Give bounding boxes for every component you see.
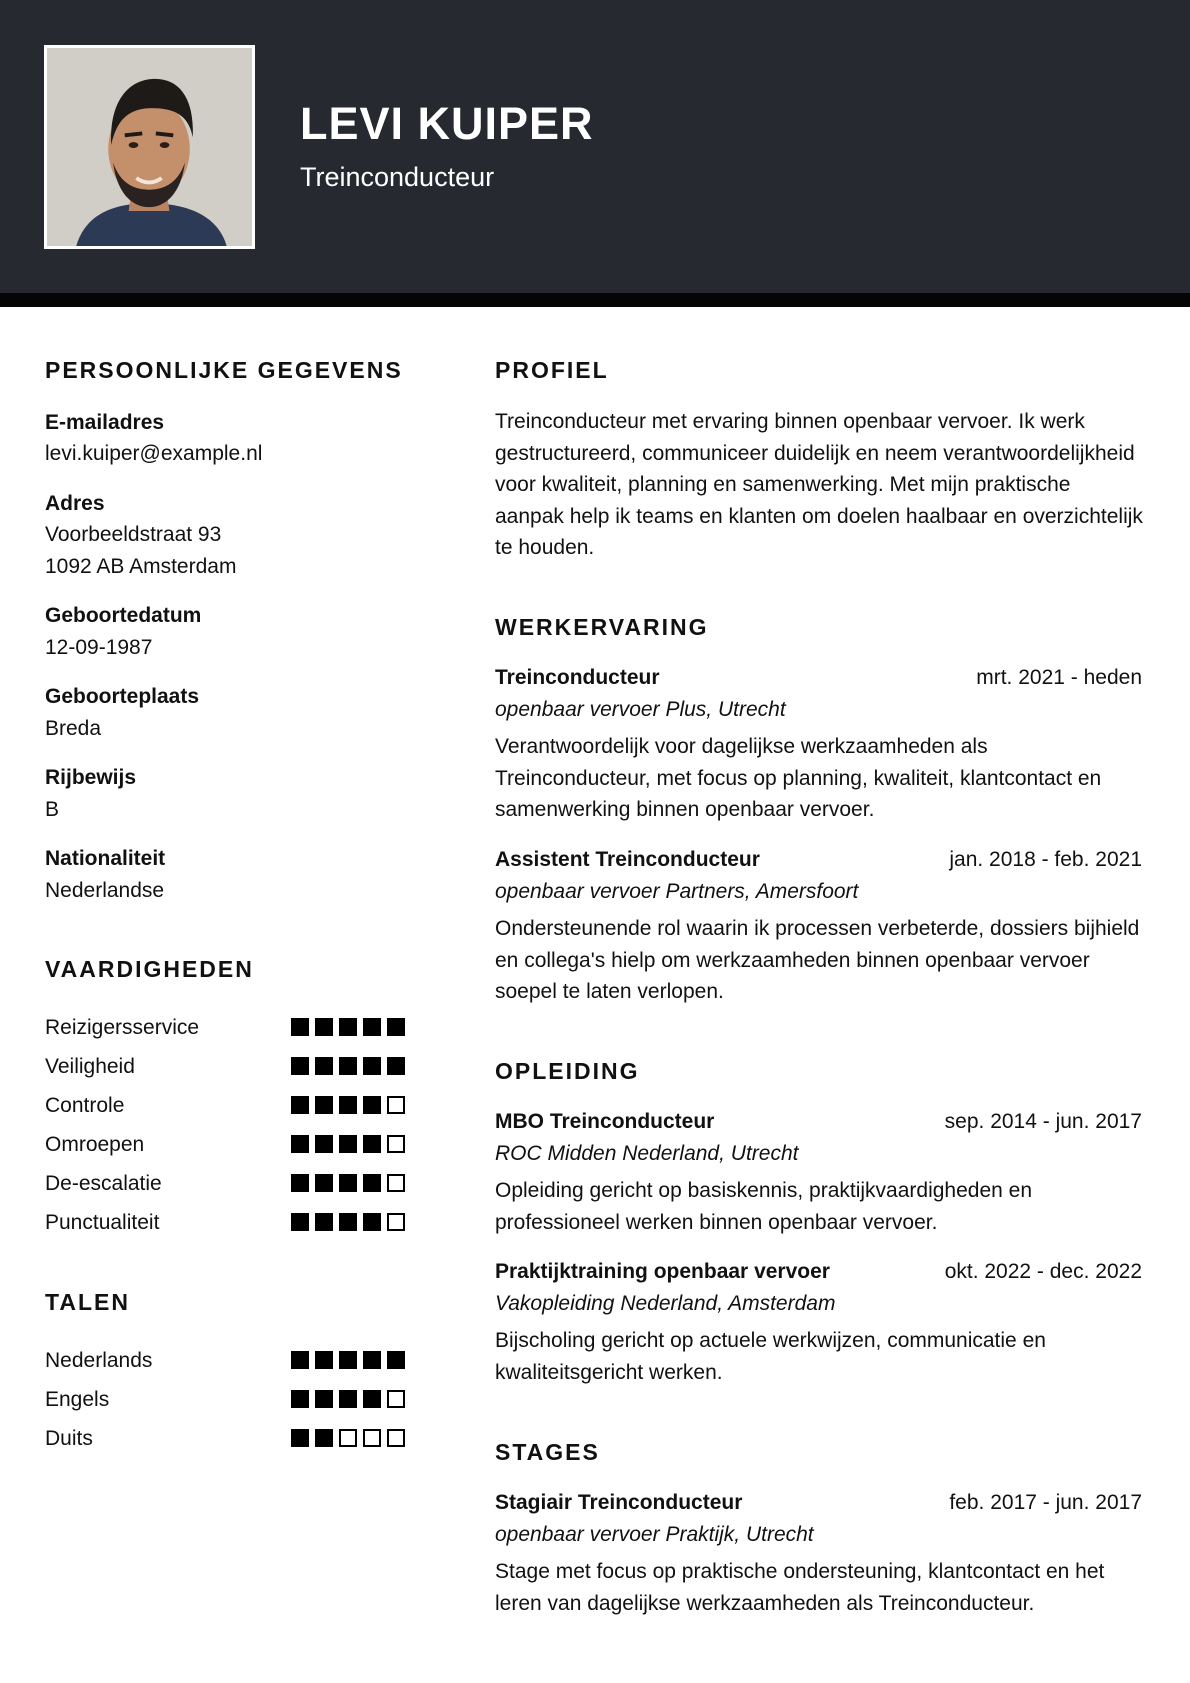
email-label: E-mailadres — [45, 411, 165, 434]
skill-rating — [291, 1096, 405, 1114]
license-value: B — [45, 798, 60, 821]
rating-square-filled — [291, 1018, 309, 1036]
language-name: Duits — [45, 1427, 93, 1450]
rating-square-filled — [339, 1174, 357, 1192]
language-rating — [291, 1429, 405, 1447]
rating-square-filled — [291, 1096, 309, 1114]
education-date: okt. 2022 - dec. 2022 — [944, 1260, 1142, 1283]
candidate-name: LEVI KUIPER — [300, 98, 594, 149]
rating-square-filled — [291, 1213, 309, 1231]
rating-square-filled — [315, 1390, 333, 1408]
rating-square-filled — [363, 1057, 381, 1075]
experience-org: openbaar vervoer Plus, Utrecht — [495, 698, 786, 721]
rating-square-empty — [387, 1429, 405, 1447]
languages-heading: TALEN — [45, 1289, 130, 1315]
profile-photo — [44, 45, 255, 249]
skill-name: Omroepen — [45, 1133, 145, 1156]
rating-square-filled — [291, 1057, 309, 1075]
language-rating — [291, 1351, 405, 1369]
rating-square-filled — [315, 1096, 333, 1114]
skill-name: Reizigersservice — [45, 1016, 200, 1039]
rating-square-empty — [387, 1096, 405, 1114]
internship-date: feb. 2017 - jun. 2017 — [949, 1491, 1142, 1514]
rating-square-filled — [291, 1390, 309, 1408]
skill-name: Veiligheid — [45, 1055, 135, 1078]
address-line1: Voorbeeldstraat 93 — [45, 523, 222, 546]
education-org: Vakopleiding Nederland, Amsterdam — [495, 1292, 836, 1315]
personal-details-heading: PERSOONLIJKE GEGEVENS — [45, 357, 403, 383]
language-rating — [291, 1390, 405, 1408]
rating-square-filled — [315, 1213, 333, 1231]
candidate-job-title: Treinconducteur — [300, 162, 495, 192]
education-org: ROC Midden Nederland, Utrecht — [495, 1142, 799, 1165]
profile-text: Treinconducteur met ervaring binnen openbaar vervoer. Ik werk gestructureerd, communiceer duidelijk en neem verantwoordelijkheid voor kwaliteit, planning en samenwerking. Met mijn praktische aanpak help ik teams en klanten om doelen haalbaar en overzichtelijk te houden. — [495, 410, 1143, 559]
skill-rating — [291, 1174, 405, 1192]
address-line2: 1092 AB Amsterdam — [45, 555, 237, 578]
rating-square-empty — [363, 1429, 381, 1447]
birthplace-label: Geboorteplaats — [45, 685, 200, 708]
education-description: Bijscholing gericht op actuele werkwijzen, communicatie en kwaliteitsgericht werken. — [495, 1329, 1046, 1384]
rating-square-filled — [363, 1135, 381, 1153]
language-name: Engels — [45, 1388, 110, 1411]
birthdate-value: 12-09-1987 — [45, 636, 153, 659]
experience-date: jan. 2018 - feb. 2021 — [949, 848, 1142, 871]
rating-square-filled — [339, 1057, 357, 1075]
education-title: MBO Treinconducteur — [495, 1110, 715, 1133]
experience-description: Ondersteunende rol waarin ik processen verbeterde, dossiers bijhield en collega's hielp om werkzaamheden binnen openbaar vervoer soepel te laten verlopen. — [495, 917, 1140, 1003]
rating-square-filled — [291, 1429, 309, 1447]
education-date: sep. 2014 - jun. 2017 — [944, 1110, 1142, 1133]
experience-title: Assistent Treinconducteur — [495, 848, 760, 871]
rating-square-empty — [387, 1213, 405, 1231]
internship-title: Stagiair Treinconducteur — [495, 1491, 743, 1514]
address-label: Adres — [45, 492, 105, 515]
skill-rating — [291, 1213, 405, 1231]
experience-title: Treinconducteur — [495, 666, 660, 689]
education-heading: OPLEIDING — [495, 1058, 640, 1084]
rating-square-filled — [315, 1351, 333, 1369]
rating-square-empty — [387, 1135, 405, 1153]
profile-heading: PROFIEL — [495, 357, 609, 383]
experience-date: mrt. 2021 - heden — [976, 666, 1142, 689]
internship-org: openbaar vervoer Praktijk, Utrecht — [495, 1523, 814, 1546]
skill-rating — [291, 1135, 405, 1153]
rating-square-filled — [363, 1351, 381, 1369]
rating-square-filled — [387, 1351, 405, 1369]
skills-heading: VAARDIGHEDEN — [45, 956, 254, 982]
rating-square-filled — [339, 1213, 357, 1231]
internships-heading: STAGES — [495, 1439, 600, 1465]
skill-name: Controle — [45, 1094, 125, 1117]
rating-square-filled — [339, 1390, 357, 1408]
experience-heading: WERKERVARING — [495, 614, 709, 640]
rating-square-filled — [315, 1057, 333, 1075]
rating-square-filled — [315, 1018, 333, 1036]
rating-square-filled — [315, 1135, 333, 1153]
rating-square-empty — [387, 1390, 405, 1408]
skill-name: De-escalatie — [45, 1172, 162, 1195]
education-description: Opleiding gericht op basiskennis, praktijkvaardigheden en professioneel werken binnen openbaar vervoer. — [495, 1179, 1032, 1234]
experience-description: Verantwoordelijk voor dagelijkse werkzaamheden als Treinconducteur, met focus op planning, kwaliteit, klantcontact en samenwerking binnen openbaar vervoer. — [495, 735, 1102, 821]
skill-name: Punctualiteit — [45, 1211, 160, 1234]
language-name: Nederlands — [45, 1349, 153, 1372]
rating-square-filled — [363, 1096, 381, 1114]
nationality-value: Nederlandse — [45, 879, 165, 902]
rating-square-filled — [339, 1018, 357, 1036]
license-label: Rijbewijs — [45, 766, 137, 789]
rating-square-filled — [291, 1135, 309, 1153]
internship-description: Stage met focus op praktische ondersteuning, klantcontact en het leren van dagelijkse werkzaamheden als Treinconducteur. — [495, 1560, 1105, 1615]
experience-org: openbaar vervoer Partners, Amersfoort — [495, 880, 859, 903]
rating-square-empty — [339, 1429, 357, 1447]
birthplace-value: Breda — [45, 717, 102, 740]
rating-square-filled — [339, 1135, 357, 1153]
rating-square-empty — [387, 1174, 405, 1192]
rating-square-filled — [339, 1351, 357, 1369]
rating-square-filled — [363, 1390, 381, 1408]
rating-square-filled — [315, 1174, 333, 1192]
education-title: Praktijktraining openbaar vervoer — [495, 1260, 830, 1283]
rating-square-filled — [315, 1429, 333, 1447]
header-divider-bar — [0, 293, 1190, 307]
birthdate-label: Geboortedatum — [45, 604, 202, 627]
skill-rating — [291, 1018, 405, 1036]
rating-square-filled — [387, 1057, 405, 1075]
rating-square-filled — [363, 1174, 381, 1192]
nationality-label: Nationaliteit — [45, 847, 166, 870]
skill-rating — [291, 1057, 405, 1075]
rating-square-filled — [363, 1018, 381, 1036]
rating-square-filled — [339, 1096, 357, 1114]
email-value: levi.kuiper@example.nl — [45, 442, 263, 465]
rating-square-filled — [363, 1213, 381, 1231]
rating-square-filled — [387, 1018, 405, 1036]
rating-square-filled — [291, 1174, 309, 1192]
rating-square-filled — [291, 1351, 309, 1369]
